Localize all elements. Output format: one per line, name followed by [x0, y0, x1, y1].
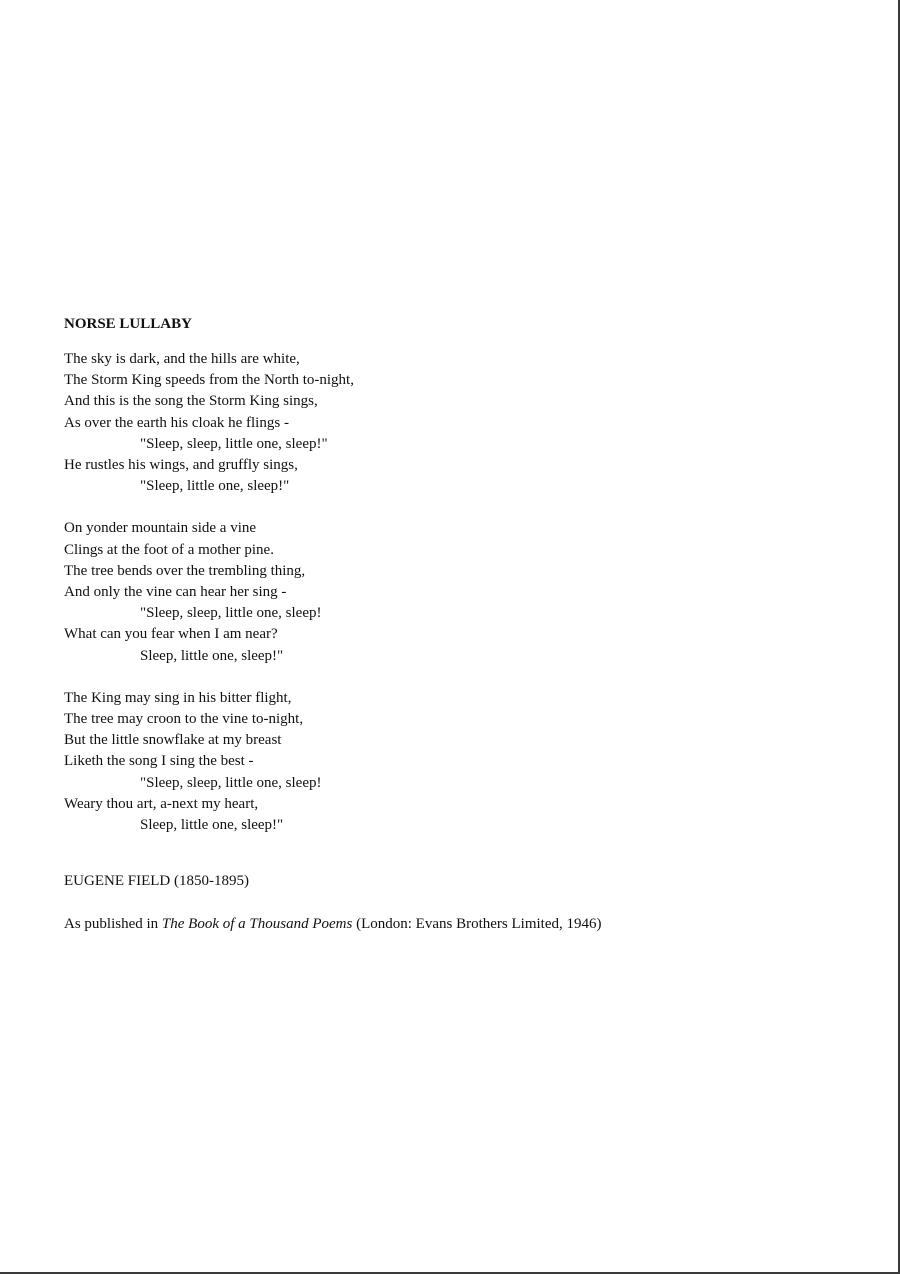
- poem-line: And this is the song the Storm King sings,: [64, 393, 318, 410]
- poem-line-refrain: Sleep, little one, sleep!": [140, 817, 284, 834]
- poem-line-refrain: "Sleep, sleep, little one, sleep!: [140, 774, 322, 791]
- poem-line: Liketh the song I sing the best -: [64, 753, 254, 770]
- poem-line-refrain: Sleep, little one, sleep!": [140, 647, 284, 664]
- source-suffix: (London: Evans Brothers Limited, 1946): [352, 916, 602, 933]
- poem-line: As over the earth his cloak he flings -: [64, 414, 289, 431]
- poem-line: The sky is dark, and the hills are white,: [64, 351, 300, 367]
- author-attribution: EUGENE FIELD (1850-1895): [64, 873, 249, 890]
- poem-line-refrain: "Sleep, sleep, little one, sleep!": [140, 435, 328, 452]
- stanza-2: [64, 518, 864, 666]
- poem-line: Weary thou art, a-next my heart,: [64, 795, 259, 812]
- poem-line: He rustles his wings, and gruffly sings,: [64, 457, 298, 474]
- source-citation: [64, 914, 864, 935]
- document-content: [64, 314, 864, 935]
- poem-line: On yonder mountain side a vine: [64, 520, 257, 537]
- source-prefix: As published in: [64, 916, 162, 933]
- stanza-3: [64, 688, 864, 836]
- poem-line: But the little snowflake at my breast: [64, 732, 282, 749]
- source-book-title: The Book of a Thousand Poems: [161, 916, 353, 933]
- poem-line-refrain: "Sleep, little one, sleep!": [140, 478, 290, 495]
- poem-line: The Storm King speeds from the North to-night,: [64, 372, 354, 389]
- poem-line-refrain: "Sleep, sleep, little one, sleep!: [140, 605, 322, 622]
- poem-line: The tree may croon to the vine to-night,: [64, 711, 304, 728]
- poem-line: The tree bends over the trembling thing,: [64, 562, 306, 579]
- stanza-1: [64, 349, 864, 497]
- poem-line: Clings at the foot of a mother pine.: [64, 541, 274, 558]
- poem-line: The King may sing in his bitter flight,: [64, 689, 292, 706]
- poem-title: NORSE LULLABY: [64, 316, 192, 332]
- poem-line: What can you fear when I am near?: [64, 626, 278, 643]
- poem-line: And only the vine can hear her sing -: [64, 584, 287, 601]
